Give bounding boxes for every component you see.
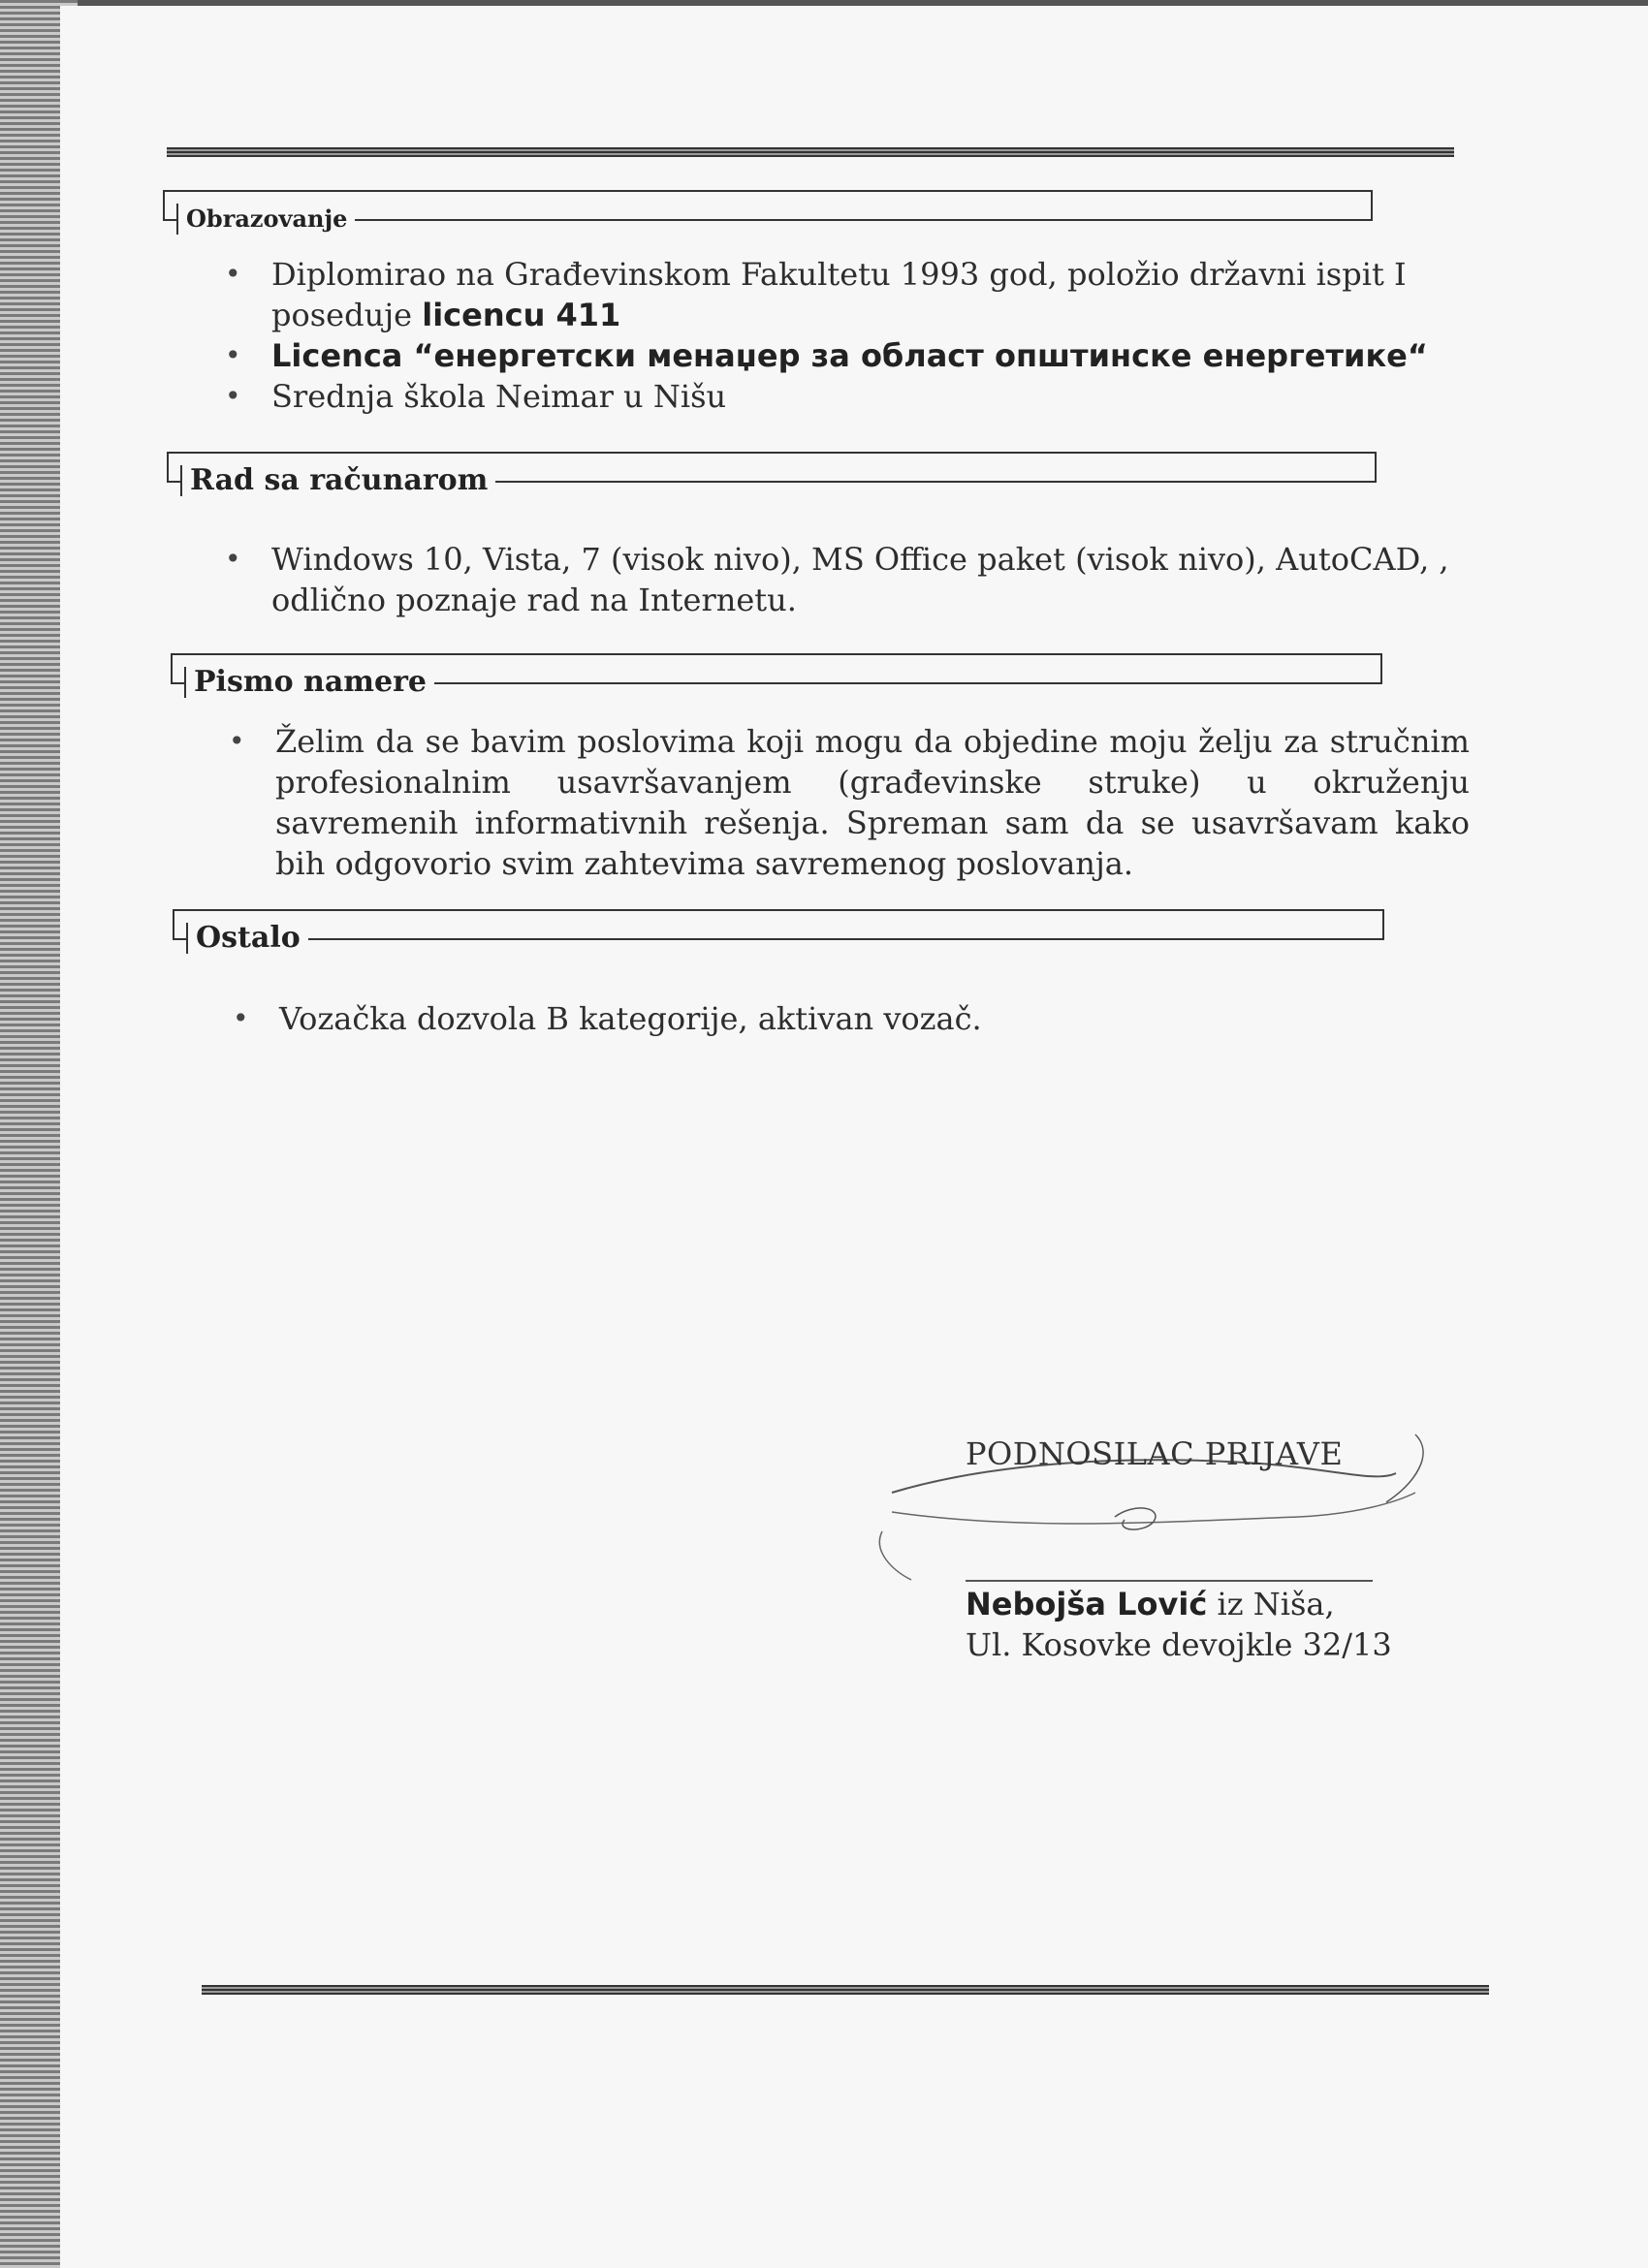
list-item: • Diplomirao na Građevinskom Fakultetu 1993 god, položio državni ispit I poseduje licencu 411 (225, 254, 1466, 335)
other-list (233, 998, 1396, 1039)
list-item: • Licenca “енергетски менаџер за област општинске енергетике“ (225, 335, 1466, 376)
top-rule (167, 147, 1454, 157)
list-item: • Srednja škola Neimar u Nišu (225, 376, 1466, 417)
bottom-rule (202, 1985, 1489, 1995)
signature-block (966, 1434, 1470, 1665)
applicant-address: Ul. Kosovke devojkle 32/13 (966, 1626, 1392, 1663)
applicant-name-line (966, 1584, 1470, 1624)
letter-of-intent-list (229, 721, 1470, 884)
section-title: Obrazovanje (176, 204, 355, 235)
applicant-label: PODNOSILAC PRIJAVE (966, 1435, 1344, 1472)
section-header-letter-of-intent (171, 653, 1382, 699)
applicant-name: Nebojša Lović (966, 1586, 1208, 1622)
list-item: • Želim da se bavim poslovima koji mogu da objedine moju želju za stručnim profesionalnim usavršavanjem (građevinske struke) u okruženju savremenih informativnih rešenja. Spreman sam da se usavršavam kako bih odgovorio svim zahtevima savremenog poslovanja. (229, 721, 1470, 884)
section-title: Rad sa računarom (180, 465, 495, 496)
computer-skills-list (225, 539, 1475, 620)
education-list (225, 254, 1466, 417)
section-header-computer-skills (167, 452, 1377, 497)
section-title: Pismo namere (184, 667, 434, 698)
section-header-other (173, 909, 1384, 955)
applicant-city: iz Niša, (1207, 1586, 1335, 1622)
list-item: • Vozačka dozvola B kategorije, aktivan vozač. (233, 998, 1396, 1039)
section-title: Ostalo (186, 923, 308, 954)
signature-line (966, 1580, 1373, 1582)
list-item: • Windows 10, Vista, 7 (visok nivo), MS Office paket (visok nivo), AutoCAD, , odlično poznaje rad na Internetu. (225, 539, 1475, 620)
section-header-education (163, 190, 1373, 233)
